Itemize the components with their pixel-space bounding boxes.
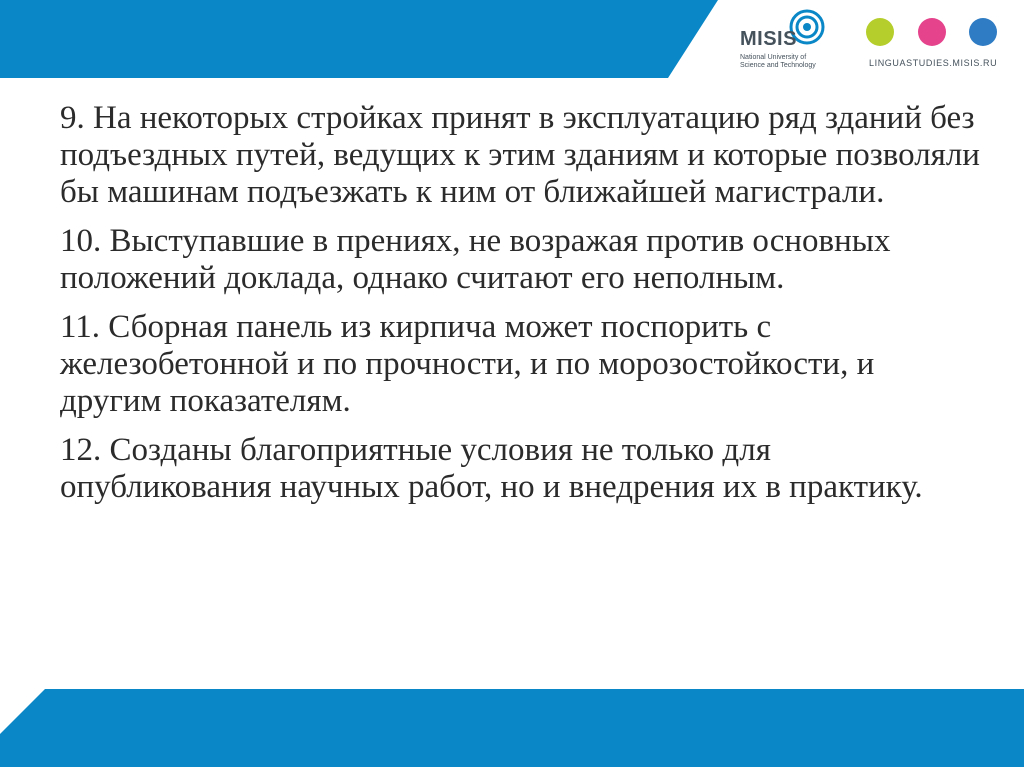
paragraph-9: 9. На некоторых стройках принят в эксплуатацию ряд зданий без подъездных путей, ведущих к этим зданиям и которые позволяли бы машинам подъезжать к ним от ближайшей магистрали. — [60, 100, 980, 210]
paragraph-11: 11. Сборная панель из кирпича может поспорить с железобетонной и по прочности, и по морозостойкости, и другим показателям. — [60, 309, 875, 419]
paragraph-12: 12. Созданы благоприятные условия не только для опубликования научных работ, но и внедрения их в практику. — [60, 432, 923, 505]
misis-logo-text: MISIS — [740, 28, 797, 50]
bottom-banner — [0, 689, 1024, 767]
misis-logo — [740, 8, 850, 78]
green-dot-icon — [866, 18, 894, 46]
misis-subtitle-line-2: Science and Technology — [740, 62, 816, 69]
misis-logo-subtitle — [740, 54, 850, 70]
misis-subtitle-line-1: National University of — [740, 54, 807, 61]
paragraph-10: 10. Выступавшие в прениях, не возражая против основных положений доклада, однако считают его неполным. — [60, 223, 891, 296]
pink-dot-icon — [918, 18, 946, 46]
linguastudies-url: LINGUASTUDIES.MISIS.RU — [869, 58, 998, 68]
linguastudies-logo — [866, 18, 1006, 78]
slide-body — [60, 100, 980, 518]
blue-dot-icon — [969, 18, 997, 46]
